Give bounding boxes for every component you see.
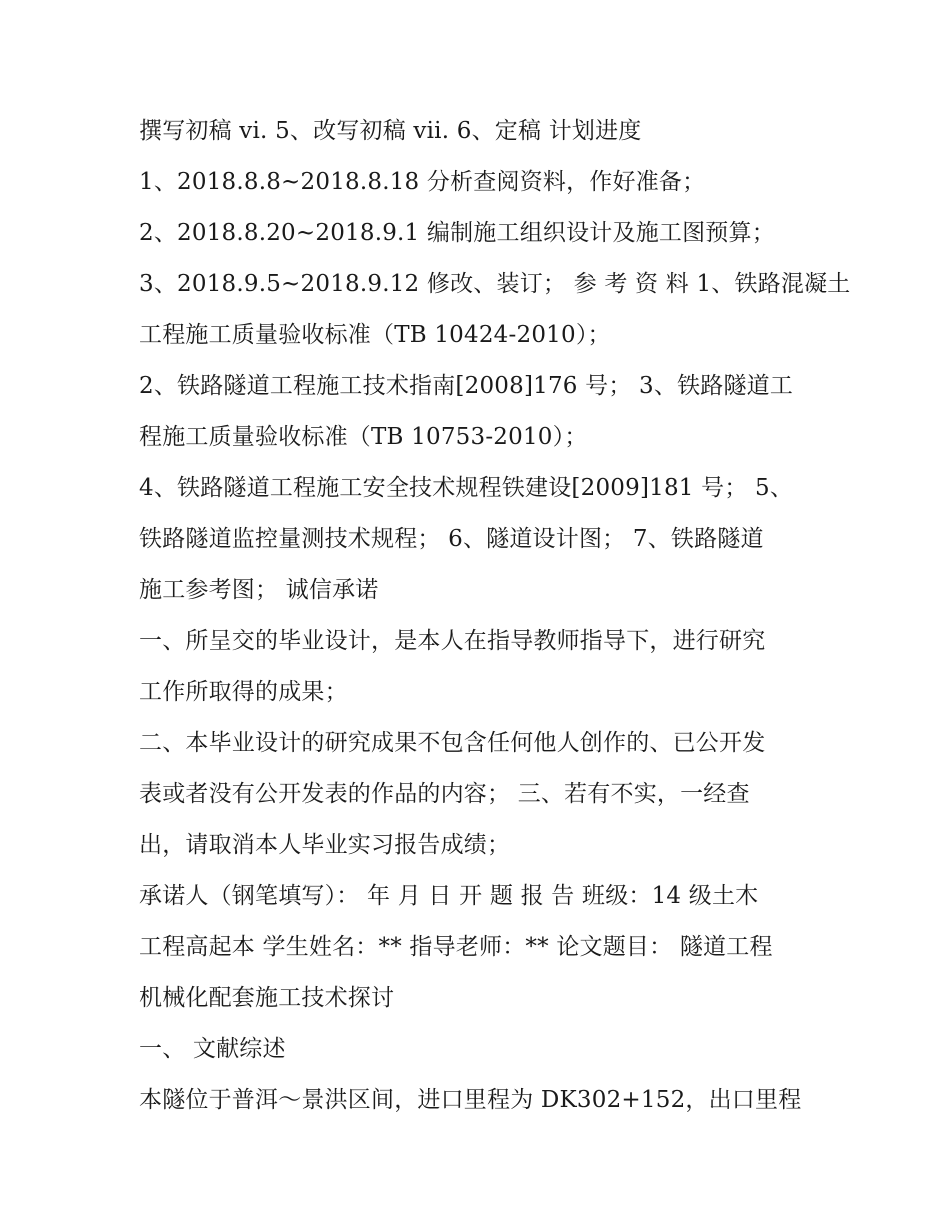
text-line: 表或者没有公开发表的作品的内容； 三、若有不实，一经查 — [139, 781, 750, 807]
text-line: 1、2018.8.8~2018.8.18 分析查阅资料，作好准备； — [139, 169, 706, 195]
document-body — [139, 106, 851, 1126]
text-line: 撰写初稿 vi. 5、改写初稿 vii. 6、定稿 计划进度 — [139, 118, 642, 144]
text-line: 承诺人（钢笔填写）： 年 月 日 开 题 报 告 班级：14 级土木 — [139, 883, 759, 909]
text-line: 程施工质量验收标准（TB 10753-2010）； — [139, 424, 588, 450]
text-line: 4、铁路隧道工程施工安全技术规程铁建设[2009]181 号； 5、 — [139, 475, 794, 501]
text-line: 2、2018.8.20~2018.9.1 编制施工组织设计及施工图预算； — [139, 220, 775, 246]
text-line: 工作所取得的成果； — [139, 679, 348, 705]
section-heading: 一、 文献综述 — [139, 1036, 286, 1062]
text-line: 本隧位于普洱～景洪区间，进口里程为 DK302+152，出口里程 — [139, 1087, 802, 1113]
text-line: 工程施工质量验收标准（TB 10424-2010）； — [139, 322, 611, 348]
text-line: 一、所呈交的毕业设计，是本人在指导教师指导下，进行研究 — [139, 628, 766, 654]
text-line: 2、铁路隧道工程施工技术指南[2008]176 号； 3、铁路隧道工 — [139, 373, 794, 399]
text-line: 施工参考图； 诚信承诺 — [139, 577, 379, 603]
text-line: 机械化配套施工技术探讨 — [139, 985, 395, 1011]
text-line: 工程高起本 学生姓名：** 指导老师：** 论文题目： 隧道工程 — [139, 934, 773, 960]
text-line: 出，请取消本人毕业实习报告成绩； — [139, 832, 511, 858]
text-line: 铁路隧道监控量测技术规程； 6、隧道设计图； 7、铁路隧道 — [139, 526, 764, 552]
text-line: 3、2018.9.5~2018.9.12 修改、装订； 参 考 资 料 1、铁路混凝土 — [139, 271, 851, 297]
text-line: 二、本毕业设计的研究成果不包含任何他人创作的、已公开发 — [139, 730, 766, 756]
